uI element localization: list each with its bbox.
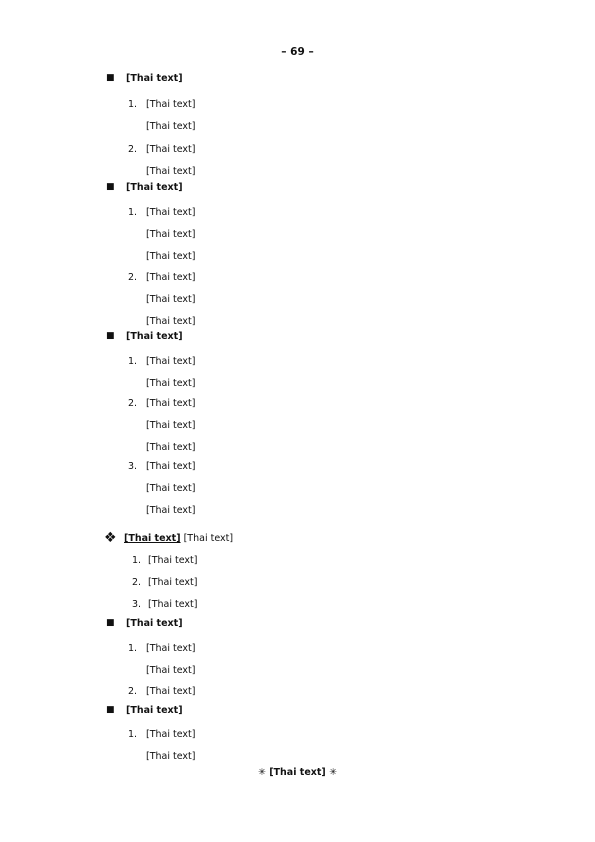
item-text: [Thai text] xyxy=(146,166,196,177)
item-text: [Thai text] xyxy=(146,420,196,431)
bullet-icon: ■ xyxy=(106,73,115,83)
item-number: 2. xyxy=(128,686,138,697)
item-text: [Thai text] xyxy=(146,665,196,676)
bullet-icon: ■ xyxy=(106,182,115,192)
item-text: [Thai text] xyxy=(146,442,196,453)
item-number: 3. xyxy=(128,461,138,472)
cause-number: 3. xyxy=(132,599,142,610)
cause-text: [Thai text] xyxy=(148,577,198,588)
problem-heading-text: [Thai text] xyxy=(183,533,234,544)
section-heading: [Thai text] xyxy=(126,331,183,342)
item-number: 1. xyxy=(128,99,138,110)
item-text: [Thai text] xyxy=(146,729,196,740)
star-icon: ✳ xyxy=(257,767,266,778)
item-text: [Thai text] xyxy=(146,378,196,389)
section-heading: [Thai text] xyxy=(126,73,183,84)
item-text: [Thai text] xyxy=(146,316,196,327)
footer-note xyxy=(0,767,595,778)
page-number: – 69 – xyxy=(281,46,314,58)
item-number: 2. xyxy=(128,144,138,155)
item-text: [Thai text] xyxy=(146,686,196,697)
item-text: [Thai text] xyxy=(146,207,196,218)
cause-number: 1. xyxy=(132,555,142,566)
bullet-icon: ■ xyxy=(106,705,115,715)
cause-number: 2. xyxy=(132,577,142,588)
cause-text: [Thai text] xyxy=(148,555,198,566)
item-text: [Thai text] xyxy=(146,229,196,240)
item-text: [Thai text] xyxy=(146,99,196,110)
problem-heading xyxy=(124,533,233,544)
item-number: 1. xyxy=(128,356,138,367)
item-number: 1. xyxy=(128,643,138,654)
item-text: [Thai text] xyxy=(146,505,196,516)
bullet-icon: ■ xyxy=(106,618,115,628)
item-number: 1. xyxy=(128,729,138,740)
item-text: [Thai text] xyxy=(146,121,196,132)
item-text: [Thai text] xyxy=(146,398,196,409)
item-text: [Thai text] xyxy=(146,251,196,262)
item-text: [Thai text] xyxy=(146,356,196,367)
problem-heading-title: [Thai text] xyxy=(124,533,181,544)
section-heading: [Thai text] xyxy=(126,618,183,629)
diamond-icon: ❖ xyxy=(104,530,117,546)
footer-text: [Thai text] xyxy=(269,767,326,778)
item-text: [Thai text] xyxy=(146,294,196,305)
bullet-icon: ■ xyxy=(106,331,115,341)
item-text: [Thai text] xyxy=(146,643,196,654)
item-text: [Thai text] xyxy=(146,483,196,494)
star-icon: ✳ xyxy=(329,767,338,778)
item-text: [Thai text] xyxy=(146,461,196,472)
item-number: 1. xyxy=(128,207,138,218)
item-text: [Thai text] xyxy=(146,272,196,283)
section-heading: [Thai text] xyxy=(126,182,183,193)
item-number: 2. xyxy=(128,272,138,283)
item-text: [Thai text] xyxy=(146,751,196,762)
item-text: [Thai text] xyxy=(146,144,196,155)
item-number: 2. xyxy=(128,398,138,409)
section-heading: [Thai text] xyxy=(126,705,183,716)
cause-text: [Thai text] xyxy=(148,599,198,610)
